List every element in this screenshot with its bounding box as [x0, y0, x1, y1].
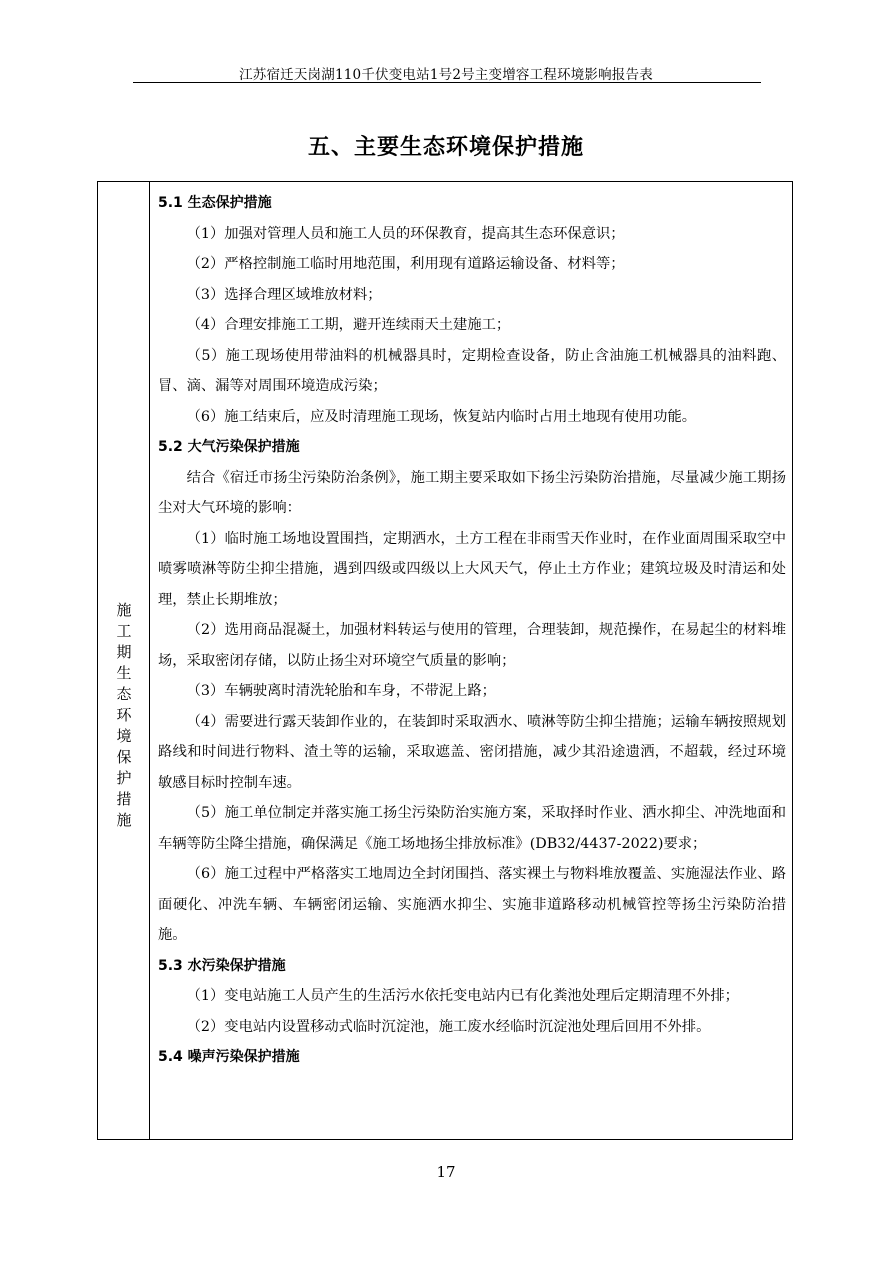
- section-heading-water: 5.3 水污染保护措施: [158, 957, 286, 974]
- measure-item: （4）需要进行露天装卸作业的，在装卸时采取洒水、喷淋等防尘抑尘措施；运输车辆按照规划路线和时间进行物料、渣土等的运输，采取遮盖、密闭措施，减少其沿途遗洒，不超载，经过环境敏感目标时控制车速。: [158, 713, 786, 791]
- measure-item: （2）严格控制施工临时用地范围，利用现有道路运输设备、材料等；: [186, 256, 625, 272]
- measure-item: （1）变电站施工人员产生的生活污水依托变电站内已有化粪池处理后定期清理不外排；: [186, 988, 739, 1004]
- measures-content: [158, 188, 786, 1073]
- measure-item: （5）施工现场使用带油料的机械器具时，定期检查设备，防止含油施工机械器具的油料跑、冒、滴、漏等对周围环境造成污染；: [158, 347, 786, 394]
- section-heading-ecology: 5.1 生态保护措施: [158, 195, 272, 211]
- measure-item: （6）施工过程中严格落实工地周边全封闭围挡、落实裸土与物料堆放覆盖、实施湿法作业、路面硬化、冲洗车辆、车辆密闭运输、实施洒水抑尘、实施非道路移动机械管控等扬尘污染防治措施。: [158, 866, 786, 943]
- measure-item: （3）车辆驶离时清洗轮胎和车身，不带泥上路；: [186, 683, 496, 699]
- section-heading-noise: 5.4 噪声污染保护措施: [158, 1049, 300, 1065]
- category-cell: [98, 182, 150, 1139]
- category-label: 施工期生态环境保护措施: [116, 601, 132, 829]
- section-heading-air: 5.2 大气污染保护措施: [158, 439, 300, 455]
- measure-item: （4）合理安排施工工期，避开连续雨天土建施工；: [186, 317, 511, 333]
- measure-item: （1）临时施工场地设置围挡，定期洒水，土方工程在非雨雪天作业时，在作业面周围采取空中喷雾喷淋等防尘抑尘措施，遇到四级或四级以上大风天气，停止土方作业；建筑垃圾及时清运和处理，禁止长期堆放；: [158, 530, 786, 608]
- header-divider: [133, 82, 761, 83]
- section-title: 五、主要生态环境保护措施: [307, 135, 584, 160]
- measure-item: （2）选用商品混凝土，加强材料转运与使用的管理，合理装卸，规范操作，在易起尘的材料堆场，采取密闭存储，以防止扬尘对环境空气质量的影响；: [158, 622, 786, 669]
- measure-item: （1）加强对管理人员和施工人员的环保教育，提高其生态环保意识；: [186, 225, 625, 242]
- measure-item: （3）选择合理区域堆放材料；: [186, 286, 382, 303]
- measure-intro: 结合《宿迁市扬尘污染防治条例》，施工期主要采取如下扬尘污染防治措施，尽量减少施工期扬尘对大气环境的影响：: [158, 469, 786, 516]
- measure-item: （6）施工结束后，应及时清理施工现场，恢复站内临时占用土地现有使用功能。: [186, 408, 697, 425]
- page-number: 17: [436, 1163, 456, 1181]
- running-header: 江苏宿迁天岗湖110千伏变电站1号2号主变增容工程环境影响报告表: [239, 67, 653, 83]
- measure-item: （5）施工单位制定并落实施工扬尘污染防治实施方案，采取择时作业、洒水抑尘、冲洗地面和车辆等防尘降尘措施，确保满足《施工场地扬尘排放标准》(DB32/4437-2022)要求；: [158, 805, 786, 852]
- measure-item: （2）变电站内设置移动式临时沉淀池，施工废水经临时沉淀池处理后回用不外排。: [186, 1018, 711, 1035]
- measures-table: [97, 181, 793, 1140]
